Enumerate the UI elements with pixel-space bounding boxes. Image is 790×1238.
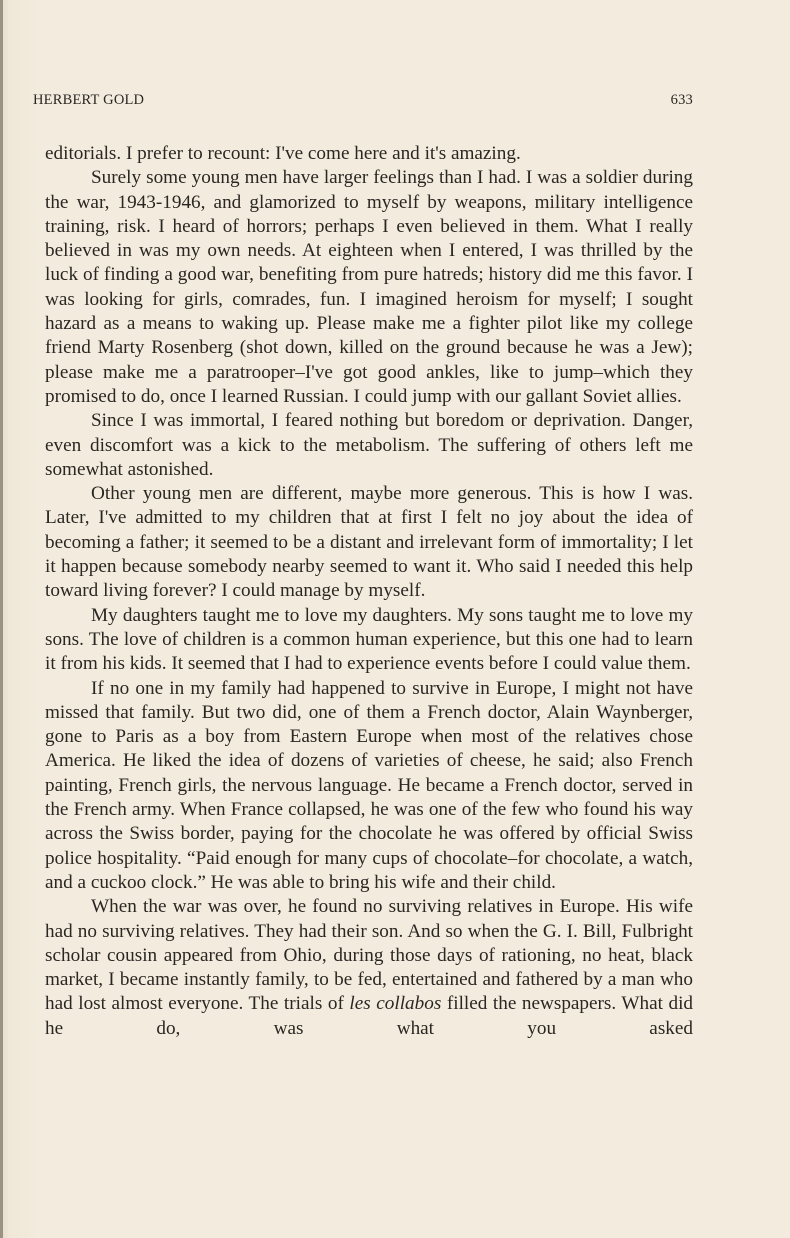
paragraph: If no one in my family had happened to survive in Europe, I might not have missed that family. But two did, one of them a French doctor, Alain Waynberger, gone to Paris as a boy from Eastern Europe when most of the relatives chose America. He liked the idea of dozens of varieties of cheese, he said; also French painting, French girls, the nervous language. He became a French doctor, served in the French army. When France collapsed, he was one of the few who found his way across the Swiss border, paying for the chocolate he was offered by official Swiss police hospitality. “Paid enough for many cups of chocolate–for chocolate, a watch, and a cuckoo clock.” He was able to bring his wife and their child. <box>45 677 693 893</box>
italic-phrase: les collabos <box>349 993 442 1015</box>
body-text <box>45 142 693 1041</box>
paragraph: editorials. I prefer to recount: I've come here and it's amazing. <box>45 143 521 164</box>
paragraph: Since I was immortal, I feared nothing but boredom or deprivation. Danger, even discomfort was a kick to the metabolism. The suffering of others left me somewhat astonished. <box>45 410 693 480</box>
paragraph-text: When the war was over, he found no surviving relatives in Europe. His wife had no surviving relatives. They had their son. And so when the G. I. Bill, Fulbright scholar cousin appeared from Ohio, during those days of rationing, no heat, black market, I became instantly family, to be fed, entertained and fathered by a man who had lost almost everyone. The trials of <box>45 896 693 1015</box>
paragraph <box>45 895 693 1041</box>
binding-edge <box>0 0 3 1238</box>
paragraph: Surely some young men have larger feelings than I had. I was a soldier during the war, 1943-1946, and glamorized to myself by weapons, military intelligence training, risk. I heard of horrors; perhaps I even believed in them. What I really believed in was my own needs. At eighteen when I entered, I was thrilled by the luck of finding a good war, benefiting from pure hatreds; history did me this favor. I was looking for girls, comrades, fun. I imagined heroism for myself; I sought hazard as a means to waking up. Please make me a fighter pilot like my college friend Marty Rosenberg (shot down, killed on the ground because he was a Jew); please make me a paratrooper–I've got good ankles, like to jump–which they promised to do, once I learned Russian. I could jump with our gallant Soviet allies. <box>45 167 693 407</box>
paragraph: My daughters taught me to love my daughters. My sons taught me to love my sons. The love of children is a common human experience, but this one had to learn it from his kids. It seemed that I had to experience events before I could value them. <box>45 604 693 675</box>
page-number: 633 <box>670 92 693 108</box>
paragraph-text-continued: filled the newspapers. What did he do, was what you asked <box>45 993 694 1039</box>
running-head-author: HERBERT GOLD <box>33 92 145 108</box>
paragraph: Other young men are different, maybe more generous. This is how I was. Later, I've admitted to my children that at first I felt no joy about the idea of becoming a father; it seemed to be a distant and irrelevant form of immortality; I let it happen because somebody nearby seemed to want it. Who said I needed this help toward living forever? I could manage by myself. <box>45 483 693 602</box>
